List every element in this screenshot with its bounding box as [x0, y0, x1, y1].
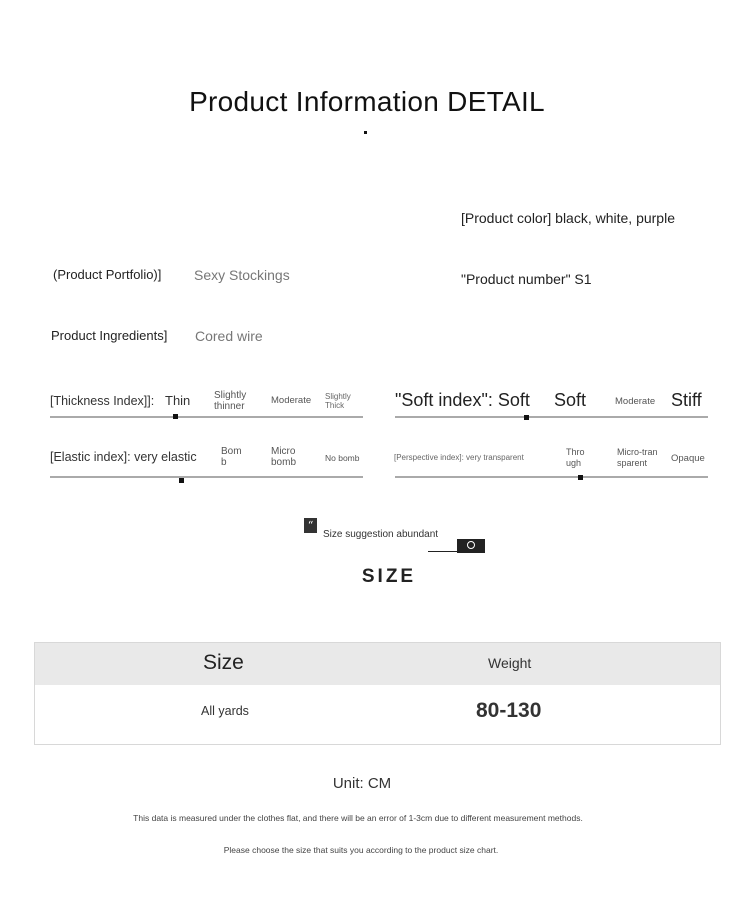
elastic-tick-bomb: Bomb — [221, 446, 242, 468]
product-portfolio-value: Sexy Stockings — [194, 267, 290, 283]
size-table — [34, 642, 721, 745]
title-dot-divider — [364, 131, 367, 134]
soft-scale-line — [395, 416, 708, 418]
elastic-label: [Elastic index]: very elastic — [50, 450, 197, 464]
size-suggestion-note: Size suggestion abundant — [323, 529, 439, 540]
size-heading: SIZE — [361, 566, 417, 587]
soft-label: "Soft index": Soft — [395, 390, 530, 410]
perspective-tick-micro-transparent: Micro-transparent — [617, 447, 658, 468]
soft-tick-soft: Soft — [554, 390, 587, 410]
size-chart-note: Please choose the size that suits you according to the product size chart. — [223, 845, 499, 855]
product-ingredients-value: Cored wire — [195, 328, 263, 344]
thickness-tick-slightly-thinner: Slightly thinner — [214, 390, 247, 412]
perspective-tick-through: Through — [566, 447, 585, 468]
elastic-tick-no-bomb: No bomb — [325, 453, 360, 463]
soft-tick-moderate: Moderate — [615, 396, 656, 407]
quote-icon: “ — [304, 518, 317, 533]
thickness-tick-slightly-thick: Slightly Thick — [325, 392, 351, 410]
thickness-scale-line — [50, 416, 363, 418]
perspective-scale-line — [395, 476, 708, 478]
note-underline — [428, 551, 458, 552]
measurement-note: This data is measured under the clothes flat, and there will be an error of 1-3cm due to different measurement methods. — [133, 813, 583, 823]
soft-scale-marker — [524, 415, 529, 420]
product-number: "Product number" S1 — [461, 271, 592, 287]
thickness-tick-thin: Thin — [165, 393, 191, 408]
elastic-scale-marker — [179, 478, 184, 483]
elastic-scale-line — [50, 476, 363, 478]
product-portfolio-label: (Product Portfolio)] — [53, 267, 162, 282]
size-column-header: Size — [203, 651, 244, 674]
perspective-scale-marker — [578, 475, 583, 480]
thickness-label: [Thickness Index]]: — [50, 394, 155, 408]
circle-badge-icon — [457, 539, 485, 553]
page-title: Product Information DETAIL — [189, 86, 545, 117]
weight-column-header: Weight — [488, 655, 532, 671]
soft-tick-stiff: Stiff — [671, 390, 702, 410]
unit-label: Unit: CM — [332, 775, 392, 792]
product-ingredients-label: Product Ingredients] — [51, 328, 168, 343]
perspective-label: [Perspective index]: very transparent — [394, 453, 524, 462]
size-cell: All yards — [201, 704, 249, 718]
size-table-header — [35, 643, 720, 685]
weight-cell: 80-130 — [476, 699, 542, 722]
elastic-tick-micro-bomb: Micro bomb — [271, 446, 297, 468]
thickness-tick-moderate: Moderate — [271, 395, 312, 406]
product-color: [Product color] black, white, purple — [461, 210, 675, 226]
thickness-scale-marker — [173, 414, 178, 419]
perspective-tick-opaque: Opaque — [671, 453, 705, 464]
